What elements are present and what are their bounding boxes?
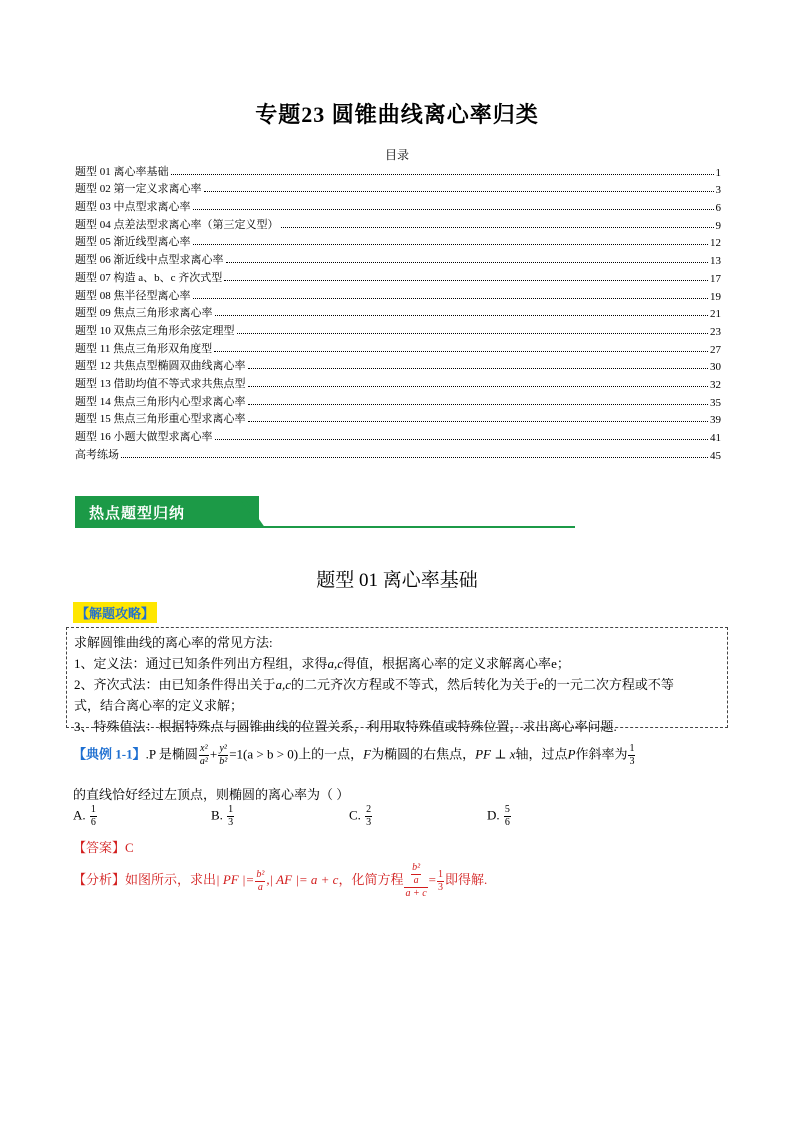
toc-item[interactable]: 高考练场 45	[75, 448, 721, 462]
analysis-line: 【分析】如图所示，求出| PF |= $\frac{\text{b²}}{a}$ ,| AF |= a + c，化简方程 $\frac{\frac{\text{b²}}{a}}{a + c}$ = $\frac{1}{3}$ 即得解.	[73, 862, 488, 899]
toc-item[interactable]: 题型 14 焦点三角形内心型求离心率 35	[75, 395, 721, 409]
toc-item[interactable]: 题型 02 第一定义求离心率 3	[75, 183, 721, 197]
section-banner	[75, 496, 575, 532]
toc-item[interactable]: 题型 16 小题大做型求离心率 41	[75, 431, 721, 444]
strategy-method-3: 3、特殊值法：根据特殊点与圆锥曲线的位置关系，利用取特殊值或特殊位置，求出离心率问题.	[74, 719, 617, 734]
toc-item[interactable]: 题型 03 中点型求离心率 6	[75, 201, 721, 215]
page-title: 专题23 圆锥曲线离心率归类	[255, 102, 539, 127]
toc-item[interactable]: 题型 07 构造 a、b、c 齐次式型 17	[75, 271, 721, 285]
strategy-intro: 求解圆锥曲线的离心率的常见方法:	[74, 635, 273, 650]
banner-text: 热点题型归纳	[89, 504, 186, 522]
fraction: $\frac{1}{3}$	[629, 743, 635, 767]
fraction: $\frac{\text{x²}}{\text{a²}}$	[199, 743, 208, 767]
toc-item[interactable]: 题型 01 离心率基础 1	[75, 165, 721, 179]
section-title: 题型 01 离心率基础	[316, 570, 478, 591]
toc-item[interactable]: 题型 06 渐近线中点型求离心率 13	[75, 254, 721, 268]
example-question: 【典例 1-1】.P 是椭圆 $\frac{\text{x²}}{\text{a²}}$ + $\frac{\text{y²}}{\text{b²}}$ =1(a > b > 0)上的一点，F为椭圆的右焦点，PF ⊥ x轴，过点P作斜率为 $\frac{1}{3}$	[73, 743, 635, 767]
option-c[interactable]: C. $\frac{2}{3}$	[349, 804, 372, 828]
toc-item[interactable]: 题型 11 焦点三角形双角度型 27	[75, 342, 721, 356]
toc-heading: 目录	[384, 148, 409, 162]
toc-item[interactable]: 题型 15 焦点三角形重心型求离心率 39	[75, 413, 721, 427]
toc-item[interactable]: 题型 08 焦半径型离心率 19	[75, 289, 721, 303]
option-a[interactable]: A. $\frac{1}{6}$	[73, 804, 96, 828]
fraction: $\frac{\text{y²}}{\text{b²}}$	[219, 743, 228, 767]
toc-item[interactable]: 题型 13 借助均值不等式求共焦点型 32	[75, 377, 721, 391]
strategy-method-2-cont: 式，结合离心率的定义求解；	[74, 698, 244, 713]
toc-item[interactable]: 题型 10 双焦点三角形余弦定理型 23	[75, 324, 721, 338]
banner-underline	[75, 526, 575, 528]
strategy-method-1: 1、定义法：通过已知条件列出方程组，求得a,c得值，根据离心率的定义求解离心率e；	[74, 656, 570, 671]
answer-line: 【答案】C	[73, 840, 134, 855]
table-of-contents	[75, 161, 721, 462]
strategy-tag: 【解题攻略】	[73, 602, 157, 623]
toc-item[interactable]: 题型 09 焦点三角形求离心率 21	[75, 307, 721, 321]
toc-item[interactable]: 题型 05 渐近线型离心率 12	[75, 236, 721, 250]
option-d[interactable]: D. $\frac{5}{6}$	[487, 804, 510, 828]
toc-item[interactable]: 题型 04 点差法型求离心率（第三定义型） 9	[75, 218, 721, 232]
example-tag: 【典例 1-1】	[73, 746, 146, 762]
toc-item[interactable]: 题型 12 共焦点型椭圆双曲线离心率 30	[75, 360, 721, 374]
strategy-box	[66, 627, 728, 734]
example-question-line-2: 的直线恰好经过左顶点，则椭圆的离心率为（ ）	[73, 787, 350, 802]
option-b[interactable]: B. $\frac{1}{3}$	[211, 804, 234, 828]
strategy-method-2: 2、齐次式法：由已知条件得出关于a,c的二元齐次方程或不等式，然后转化为关于e的一元二次方程或不等	[74, 677, 674, 692]
